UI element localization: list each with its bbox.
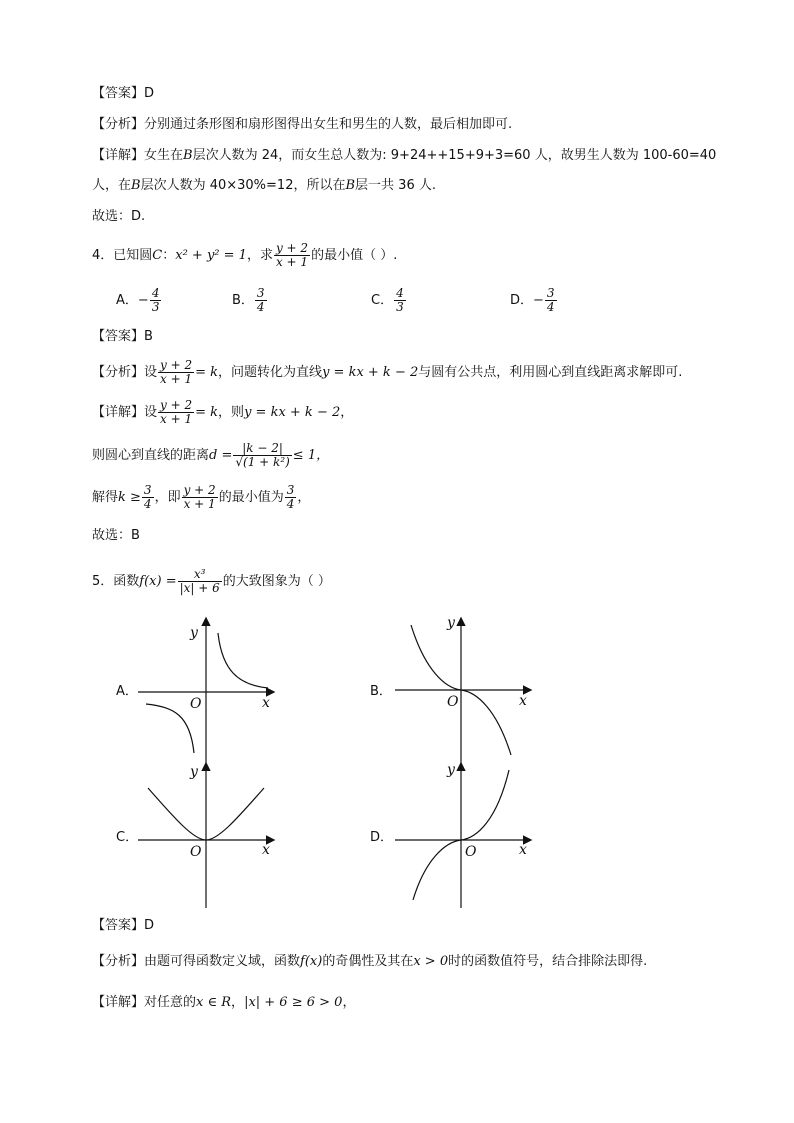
q3-choose: 故选：D. xyxy=(92,209,146,224)
q3-detail-text: 层次人数为 40×30%=12，所以在 xyxy=(140,178,346,193)
denominator: 3 xyxy=(396,300,404,314)
q4-analysis-text: 与圆有公共点，利用圆心到直线距离求解即可. xyxy=(418,365,683,380)
q4-distance-line xyxy=(92,440,329,472)
q3-detail-text: 层次人数为 24，而女生总人数为: 9+24++15+9+3=60 人，故男生人数为 100-60=40 xyxy=(192,148,717,163)
y-axis-label: y xyxy=(447,615,455,631)
denominator: x + 1 xyxy=(183,497,216,511)
option-sign: − xyxy=(137,293,149,308)
answer-tag: 【答案】 xyxy=(92,918,145,933)
q5-analysis-text: 时的函数值符号，结合排除法即得. xyxy=(448,954,648,969)
option-label: B． xyxy=(232,293,254,308)
origin-label: O xyxy=(447,694,459,710)
q5-stem-fraction xyxy=(178,568,222,595)
numerator: y + 2 xyxy=(160,358,193,372)
q5-detail-line xyxy=(92,993,355,1013)
q4-option-a xyxy=(116,287,162,314)
q3-detail-text: 女生在 xyxy=(144,148,184,163)
graph-d xyxy=(395,760,537,908)
q5-function: f(x) = xyxy=(139,574,177,589)
q4-circle-equation: x² + y² = 1 xyxy=(175,248,247,263)
y-axis-label: y xyxy=(190,764,198,780)
q3-analysis-line xyxy=(92,115,512,135)
q5-answer: D xyxy=(144,918,155,933)
q4-detail-text: 解得 xyxy=(92,490,119,505)
q4-detail-text: ， xyxy=(297,490,311,505)
x-axis-label: x xyxy=(519,693,527,709)
option-fraction xyxy=(255,287,267,314)
q5-analysis-text: 由题可得函数定义域，函数 xyxy=(144,954,301,969)
y-axis-label: y xyxy=(447,762,455,778)
graph-b xyxy=(395,615,537,765)
q5-stem xyxy=(92,562,331,602)
q4-stem-text: 的最小值（ ）. xyxy=(311,248,398,263)
q4-answer: B xyxy=(144,329,153,344)
numerator: 4 xyxy=(151,286,160,300)
denominator: √(1 + k²) xyxy=(235,455,290,469)
q4-solve-fraction xyxy=(182,484,218,511)
q4-detail-text: ，即 xyxy=(154,490,181,505)
q4-choose: 故选：B xyxy=(92,528,140,543)
graph-label-c: C． xyxy=(116,830,139,845)
q4-option-d xyxy=(510,287,558,314)
denominator: x + 1 xyxy=(160,372,193,386)
answer-tag: 【答案】 xyxy=(92,86,145,101)
q5-analysis-line xyxy=(92,952,647,972)
detail-tag: 【详解】 xyxy=(92,995,145,1010)
q4-detail-fraction xyxy=(158,399,194,426)
graph-label-a: A． xyxy=(116,684,138,699)
q3-answer-line xyxy=(92,84,154,104)
q4-option-b xyxy=(232,287,268,314)
denominator: 3 xyxy=(151,300,160,314)
q4-detail-math: = k xyxy=(195,405,219,420)
q3-detail-text: 层一共 36 人. xyxy=(355,178,436,193)
q3-detail-var: B xyxy=(183,148,193,163)
option-label: D． xyxy=(510,293,534,308)
x-axis-label: x xyxy=(519,842,527,858)
answer-tag: 【答案】 xyxy=(92,329,145,344)
q4-detail-line-1 xyxy=(92,398,353,428)
graph-c xyxy=(138,760,280,908)
denominator: 4 xyxy=(143,497,152,511)
q4-circle-name: C xyxy=(152,248,163,263)
q4-analysis-fraction xyxy=(158,359,194,386)
q5-stem-text: 5．函数 xyxy=(92,574,140,589)
q4-stem-text: 4．已知圆 xyxy=(92,248,153,263)
q4-analysis-math: y = kx + k − 2 xyxy=(322,365,419,380)
q5-analysis-math: f(x) xyxy=(300,954,323,969)
q3-analysis: 分别通过条形图和扇形图得出女生和男生的人数，最后相加即可. xyxy=(144,117,513,132)
q3-answer: D xyxy=(144,86,155,101)
q4-solve-fraction xyxy=(285,484,297,511)
q4-stem-fraction xyxy=(274,242,310,269)
q4-distance-fraction xyxy=(233,442,291,469)
q3-detail-var: B xyxy=(131,178,141,193)
option-sign: − xyxy=(533,293,544,308)
curve-right xyxy=(218,633,268,688)
curve-left xyxy=(146,704,194,753)
q4-answer-line xyxy=(92,327,153,347)
q4-detail-text: 设 xyxy=(144,405,158,420)
graph-a xyxy=(138,615,280,765)
q4-stem-text: ： xyxy=(162,248,176,263)
numerator: 3 xyxy=(546,286,555,300)
q3-detail-text: 人，在 xyxy=(92,178,132,193)
numerator: |k − 2| xyxy=(233,442,291,456)
q4-detail-math: d = xyxy=(209,448,233,463)
y-axis-label: y xyxy=(190,625,198,641)
option-fraction xyxy=(150,287,162,314)
denominator: |x| + 6 xyxy=(179,581,220,595)
option-label: C． xyxy=(371,293,394,308)
q4-option-c xyxy=(371,287,407,314)
x-axis-label: x xyxy=(262,695,270,711)
q4-detail-text: 的最小值为 xyxy=(218,490,284,505)
numerator: 3 xyxy=(143,483,152,497)
option-fraction xyxy=(545,287,557,314)
q5-detail-text: 对任意的 xyxy=(144,995,197,1010)
q4-detail-text: 则圆心到直线的距离 xyxy=(92,448,210,463)
analysis-tag: 【分析】 xyxy=(92,954,145,969)
x-axis-label: x xyxy=(262,842,270,858)
q3-detail-line-2 xyxy=(92,176,436,196)
q4-solve-fraction xyxy=(142,484,154,511)
denominator: 4 xyxy=(546,300,555,314)
numerator: y + 2 xyxy=(183,483,216,497)
denominator: 4 xyxy=(286,497,295,511)
graph-label-d: D． xyxy=(370,830,394,845)
numerator: 3 xyxy=(286,483,295,497)
option-label: A． xyxy=(116,293,138,308)
analysis-tag: 【分析】 xyxy=(92,117,145,132)
q4-detail-text: ，则 xyxy=(218,405,245,420)
denominator: x + 1 xyxy=(160,412,193,426)
origin-label: O xyxy=(190,844,202,860)
numerator: y + 2 xyxy=(160,398,193,412)
q4-stem xyxy=(92,242,397,270)
numerator: 4 xyxy=(396,286,404,300)
numerator: 3 xyxy=(256,286,265,300)
denominator: x + 1 xyxy=(275,255,309,269)
q5-answer-line xyxy=(92,916,154,936)
graph-label-b: B． xyxy=(370,684,392,699)
origin-label: O xyxy=(190,696,202,712)
analysis-tag: 【分析】 xyxy=(92,365,145,380)
q4-stem-text: ，求 xyxy=(246,248,273,263)
q5-detail-math: |x| + 6 ≥ 6 > 0 xyxy=(244,995,343,1010)
q4-analysis-line xyxy=(92,358,682,388)
q5-detail-math: x ∈ R xyxy=(196,995,232,1010)
origin-label: O xyxy=(465,844,477,860)
q5-analysis-math: x > 0 xyxy=(413,954,449,969)
q4-analysis-math: = k xyxy=(195,365,219,380)
numerator: x³ xyxy=(178,568,222,582)
detail-tag: 【详解】 xyxy=(92,405,145,420)
q4-detail-math: y = kx + k − 2 xyxy=(244,405,341,420)
numerator: y + 2 xyxy=(275,241,309,255)
q5-stem-text: 的大致图象为（ ） xyxy=(222,574,331,589)
q4-detail-text: ， xyxy=(340,405,354,420)
q5-detail-text: ， xyxy=(231,995,245,1010)
q4-analysis-text: ，问题转化为直线 xyxy=(218,365,323,380)
q4-detail-math: ≤ 1， xyxy=(292,448,330,463)
q4-analysis-text: 设 xyxy=(144,365,158,380)
denominator: 4 xyxy=(256,300,265,314)
detail-tag: 【详解】 xyxy=(92,148,145,163)
q4-detail-math: k ≥ xyxy=(118,490,141,505)
q5-detail-text: ， xyxy=(342,995,356,1010)
q3-detail-line-1 xyxy=(92,146,716,166)
q4-solve-line xyxy=(92,482,310,514)
option-fraction xyxy=(394,287,406,314)
q3-detail-var: B xyxy=(345,178,356,193)
q5-analysis-text: 的奇偶性及其在 xyxy=(322,954,414,969)
